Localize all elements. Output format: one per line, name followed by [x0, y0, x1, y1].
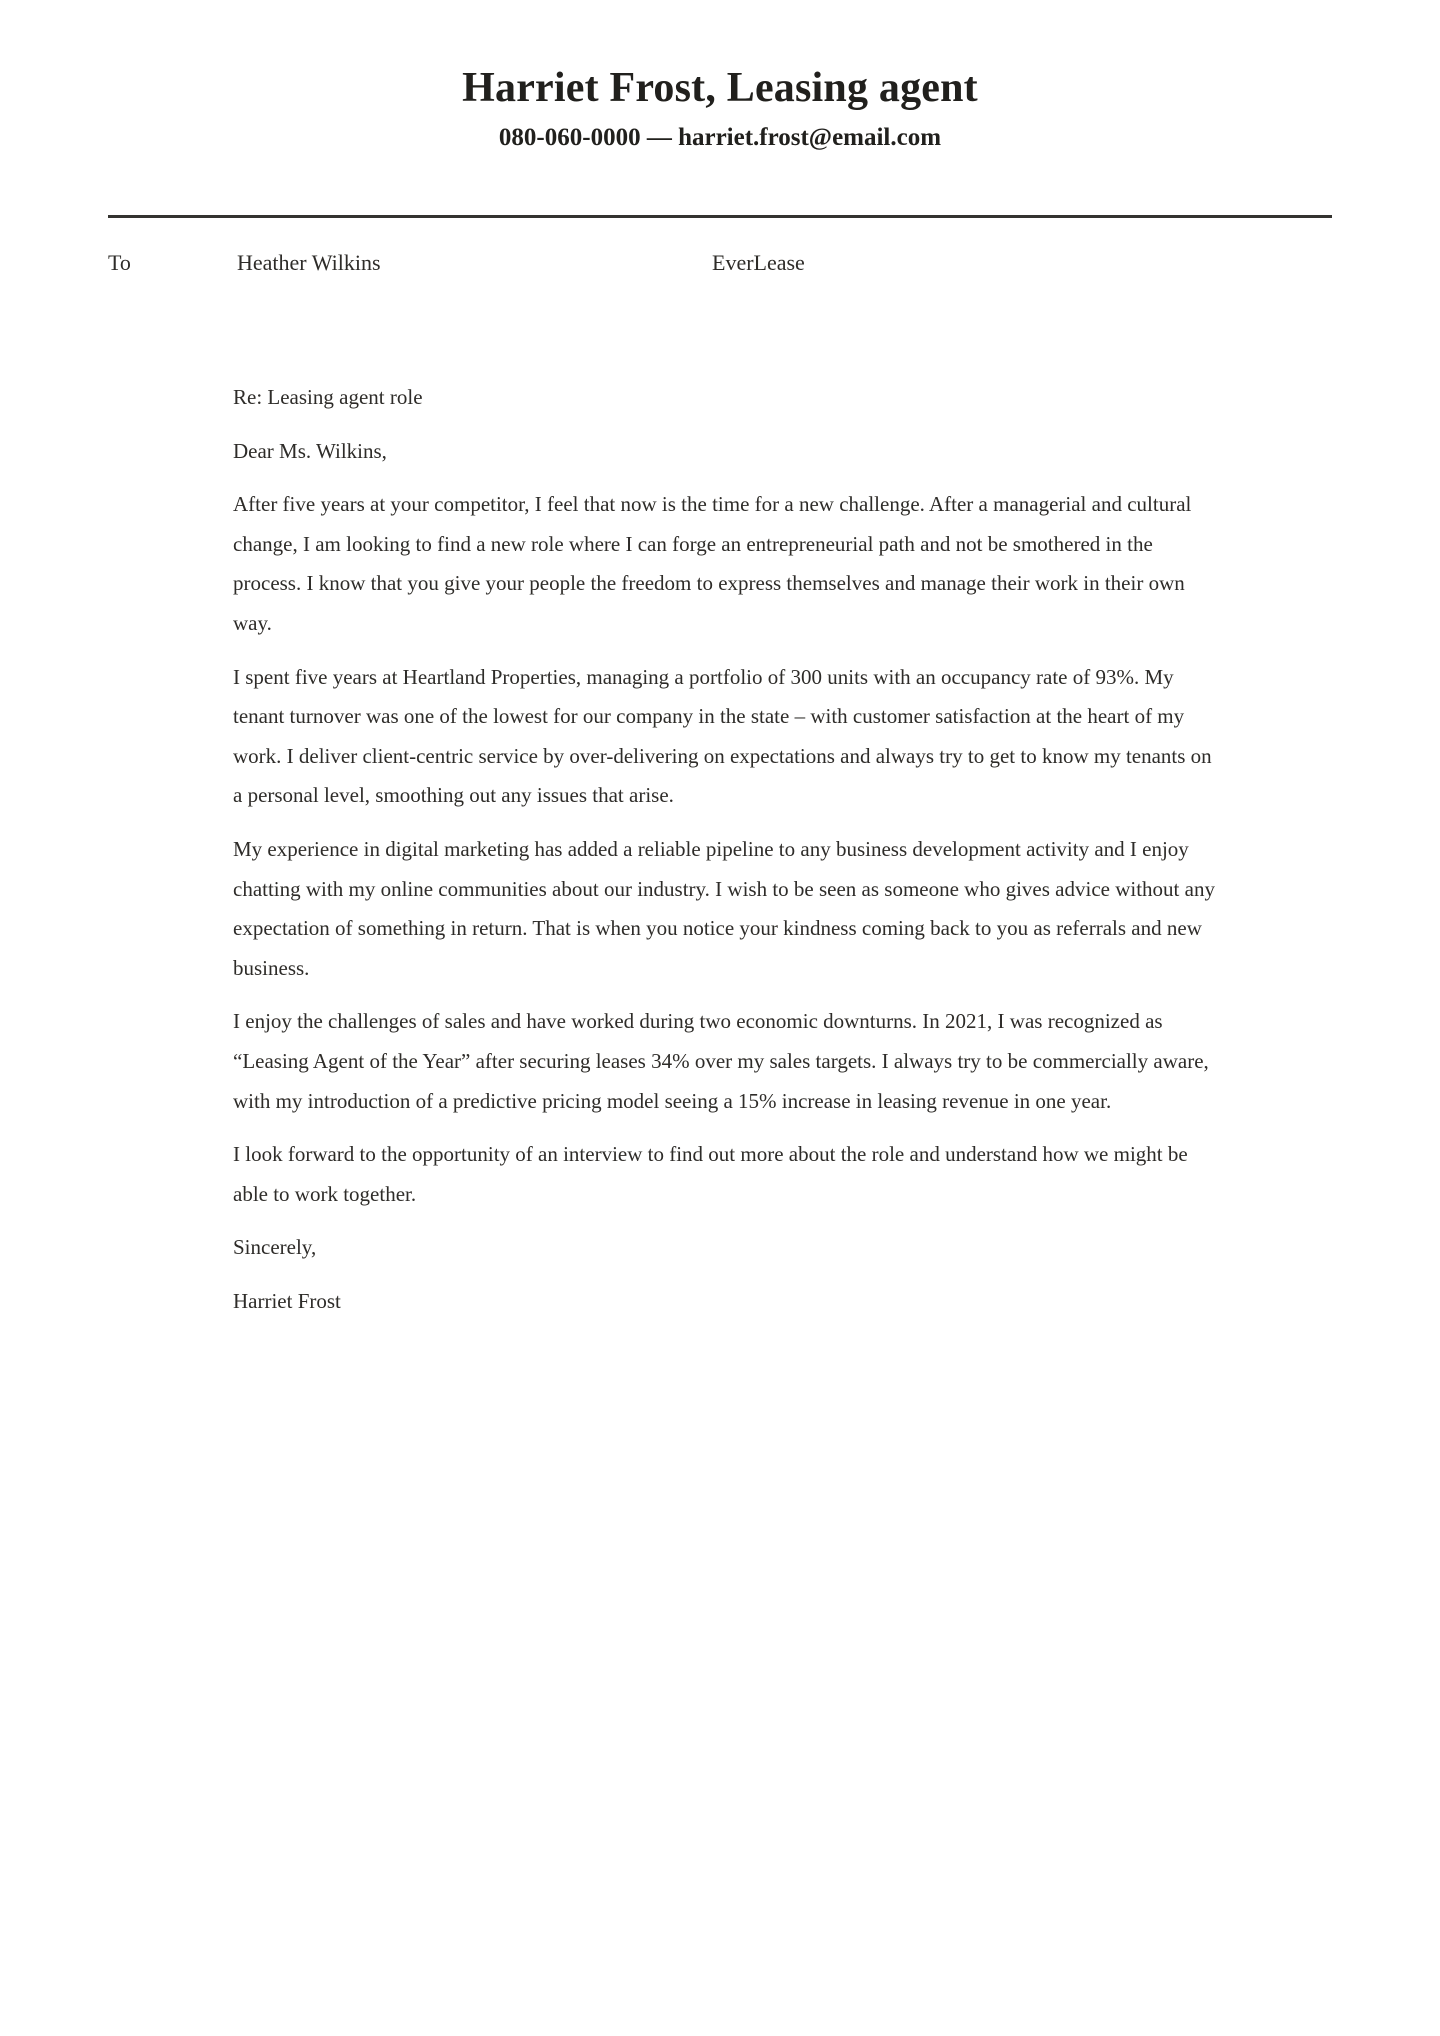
closing: Sincerely, [233, 1235, 317, 1260]
salutation: Dear Ms. Wilkins, [233, 438, 387, 463]
signature: Harriet Frost [233, 1288, 341, 1313]
letter-header [108, 0, 1332, 154]
recipient-company: EverLease [712, 250, 805, 275]
letter-body [233, 378, 1225, 1321]
to-label: To [108, 250, 131, 275]
paragraph: I look forward to the opportunity of an interview to find out more about the role and understand how we might be able to work together. [233, 1142, 1188, 1206]
recipient-row [108, 248, 1332, 278]
contact-line: 080-060-0000 — harriet.frost@email.com [498, 124, 942, 151]
header-divider [108, 215, 1332, 218]
subject-line: Re: Leasing agent role [233, 385, 423, 409]
paragraph: I enjoy the challenges of sales and have worked during two economic downturns. In 2021, I was recognized as “Leasing Agent of the Year” after securing leases 34% over my sales targets. I always try to be commercially aware, with my introduction of a predictive pricing model seeing a 15% increase in leasing revenue in one year. [233, 1009, 1209, 1113]
applicant-name-title: Harriet Frost, Leasing agent [462, 65, 978, 111]
paragraph: I spent five years at Heartland Properties, managing a portfolio of 300 units with an occupancy rate of 93%. My tenant turnover was one of the lowest for our company in the state – with customer satisfaction at the heart of my work. I deliver client-centric service by over-delivering on expectations and always try to get to know my tenants on a personal level, smoothing out any issues that arise. [233, 664, 1212, 808]
recipient-name: Heather Wilkins [237, 250, 381, 275]
paragraph: After five years at your competitor, I feel that now is the time for a new challenge. After a managerial and cultural change, I am looking to find a new role where I can forge an entrepreneurial path and not be smothered in the process. I know that you give your people the freedom to express themselves and manage their work in their own way. [233, 492, 1192, 635]
paragraph: My experience in digital marketing has added a reliable pipeline to any business development activity and I enjoy chatting with my online communities about our industry. I wish to be seen as someone who gives advice without any expectation of something in return. That is when you notice your kindness coming back to you as referrals and new business. [233, 836, 1215, 980]
